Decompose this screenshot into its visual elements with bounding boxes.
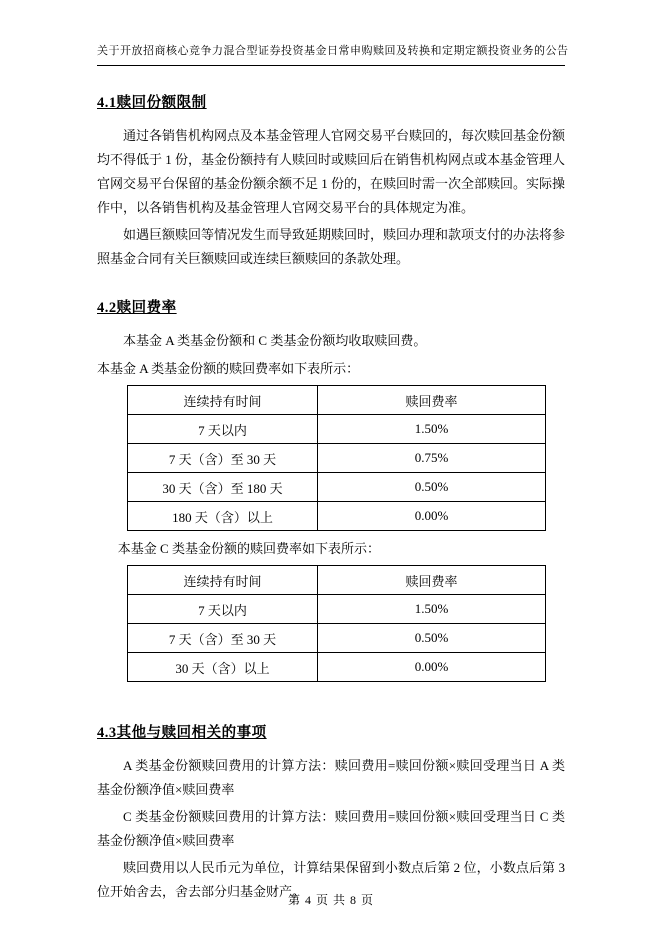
- header-title: 关于开放招商核心竞争力混合型证券投资基金日常申购赎回及转换和定期定额投资业务的公告: [97, 42, 565, 66]
- table-row: [128, 473, 546, 502]
- table-a-cell-rate-2: 0.75%: [318, 444, 546, 473]
- table-c-cell-rate-1: 1.50%: [318, 595, 546, 624]
- table-c-header-holding-period: 连续持有时间: [128, 566, 318, 595]
- table-row: [128, 624, 546, 653]
- table-row: [128, 444, 546, 473]
- section-heading-4-1: 4.1赎回份额限制: [97, 95, 207, 111]
- table-a-cell-rate-4: 0.00%: [318, 502, 546, 531]
- table-row: [128, 653, 546, 682]
- paragraph-rounding-rule: 赎回费用以人民币元为单位，计算结果保留到小数点后第 2 位，小数点后第 3 位开始舍去，舍去部分归基金财产。: [97, 860, 565, 899]
- table-row-header: [128, 386, 546, 415]
- page-header: [97, 42, 569, 66]
- table-a-cell-period-4: 180 天（含）以上: [128, 502, 318, 531]
- table-row: [128, 415, 546, 444]
- table-a-cell-period-3: 30 天（含）至 180 天: [128, 473, 318, 502]
- section-heading-4-3: 4.3其他与赎回相关的事项: [97, 725, 267, 741]
- table-a-header-holding-period: 连续持有时间: [128, 386, 318, 415]
- paragraph-calc-method-c: C 类基金份额赎回费用的计算方法：赎回费用=赎回份额×赎回受理当日 C 类基金份额净值×赎回费率: [97, 809, 565, 848]
- paragraph-redeem-limit-1: 通过各销售机构网点及本基金管理人官网交易平台赎回的，每次赎回基金份额均不得低于 1 份，基金份额持有人赎回时或赎回后在销售机构网点或本基金管理人官网交易平台保留的基金份额余额不足 1 份的，在赎回时需一次全部赎回。实际操作中，以各销售机构及基金管理人官网交易平台的具体规定为准。: [97, 128, 566, 215]
- table-c-cell-period-2: 7 天（含）至 30 天: [128, 624, 318, 653]
- paragraph-fee-intro: 本基金 A 类基金份额和 C 类基金份额均收取赎回费。: [123, 333, 427, 348]
- table-c-header-fee-rate: 赎回费率: [318, 566, 546, 595]
- table-a-intro: 本基金 A 类基金份额的赎回费率如下表所示：: [97, 361, 360, 376]
- section-heading-4-2: 4.2赎回费率: [97, 300, 177, 316]
- table-c-intro: 本基金 C 类基金份额的赎回费率如下表所示：: [117, 541, 380, 556]
- fee-table-class-c: [127, 565, 546, 682]
- table-row-header: [128, 566, 546, 595]
- page-number-footer: 第 4 页 共 8 页: [287, 893, 374, 907]
- paragraph-calc-method-a: A 类基金份额赎回费用的计算方法：赎回费用=赎回份额×赎回受理当日 A 类基金份额净值×赎回费率: [97, 758, 565, 797]
- table-a-header-fee-rate: 赎回费率: [318, 386, 546, 415]
- table-a-cell-rate-1: 1.50%: [318, 415, 546, 444]
- table-row: [128, 502, 546, 531]
- table-c-cell-rate-3: 0.00%: [318, 653, 546, 682]
- table-a-cell-rate-3: 0.50%: [318, 473, 546, 502]
- table-a-cell-period-2: 7 天（含）至 30 天: [128, 444, 318, 473]
- table-c-cell-rate-2: 0.50%: [318, 624, 546, 653]
- table-row: [128, 595, 546, 624]
- table-c-cell-period-3: 30 天（含）以上: [128, 653, 318, 682]
- table-c-cell-period-1: 7 天以内: [128, 595, 318, 624]
- table-a-cell-period-1: 7 天以内: [128, 415, 318, 444]
- fee-table-class-a: [127, 385, 546, 531]
- paragraph-redeem-limit-2: 如遇巨额赎回等情况发生而导致延期赎回时，赎回办理和款项支付的办法将参照基金合同有关巨额赎回或连续巨额赎回的条款处理。: [97, 227, 566, 266]
